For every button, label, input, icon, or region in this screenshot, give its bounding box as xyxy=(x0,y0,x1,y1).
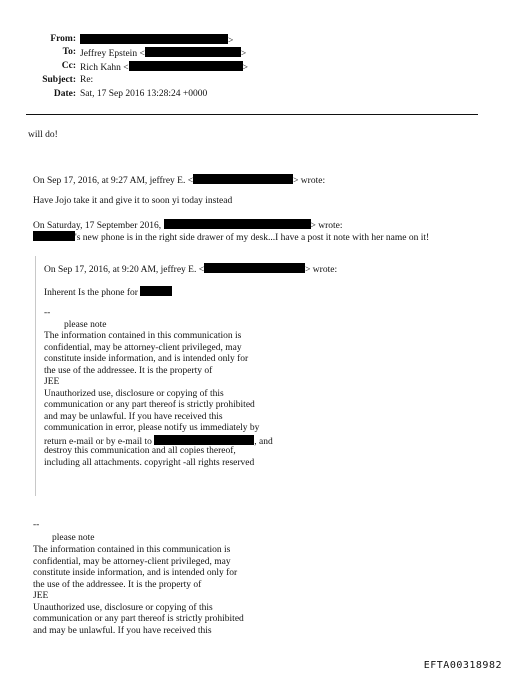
disclaimer-2 xyxy=(33,545,244,637)
message-3-text: Inherent Is the phone for xyxy=(44,288,138,298)
disclaimer-line: destroy this communication and all copies thereof, xyxy=(44,446,236,456)
attribution-suffix: > wrote: xyxy=(305,265,338,275)
please-note: please note xyxy=(64,320,107,330)
disclaimer-line: constitute inside information, and is intended only for xyxy=(44,354,249,364)
date-label: Date: xyxy=(53,89,76,99)
signature-dashes: -- xyxy=(44,308,51,318)
redaction-box xyxy=(154,435,254,445)
disclaimer-line: communication in error, please notify us immediately by xyxy=(44,423,260,433)
message-2 xyxy=(33,231,429,245)
signature-dashes: -- xyxy=(33,520,40,530)
cc-name: Rich Kahn < xyxy=(80,63,129,73)
attribution-text: On Sep 17, 2016, at 9:27 AM, jeffrey E. < xyxy=(33,176,194,186)
close-bracket: > xyxy=(228,36,234,46)
date-value: Sat, 17 Sep 2016 13:28:24 +0000 xyxy=(80,89,208,99)
from-label: From: xyxy=(50,34,76,44)
disclaimer-email-line xyxy=(44,435,273,447)
disclaimer-line: The information contained in this communication is xyxy=(33,545,231,555)
email-line-suffix: , and xyxy=(254,436,273,447)
attribution-text: On Saturday, 17 September 2016, xyxy=(33,221,162,231)
message-3 xyxy=(44,286,172,300)
redaction-box xyxy=(129,61,243,71)
disclaimer-line: and may be unlawful. If you have received this xyxy=(44,411,223,422)
redaction-box xyxy=(204,263,305,273)
attribution-suffix: > wrote: xyxy=(310,221,343,231)
redaction-box xyxy=(140,286,172,296)
disclaimer-line: confidential, may be attorney-client privileged, may xyxy=(33,556,231,567)
reply-text: will do! xyxy=(28,130,58,140)
please-note: please note xyxy=(52,533,95,543)
to-name: Jeffrey Epstein < xyxy=(80,49,145,59)
subject-label: Subject: xyxy=(42,75,76,85)
document-id: EFTA00318982 xyxy=(423,660,502,671)
header-divider xyxy=(26,114,478,115)
redaction-box xyxy=(164,219,311,229)
disclaimer-1 xyxy=(44,331,273,469)
disclaimer-line: the use of the addressee. It is the property of xyxy=(33,579,202,590)
attribution-text: On Sep 17, 2016, at 9:20 AM, jeffrey E. < xyxy=(44,265,205,275)
disclaimer-line: Unauthorized use, disclosure or copying of this xyxy=(44,388,224,399)
close-bracket: > xyxy=(242,63,248,73)
message-1: Have Jojo take it and give it to soon yi today instead xyxy=(33,196,233,206)
quote-attribution-1 xyxy=(33,174,325,188)
quote-bar xyxy=(35,256,36,496)
disclaimer-line: including all attachments. copyright -all rights reserved xyxy=(44,457,255,468)
redaction-box xyxy=(145,47,241,57)
message-2-text: 's new phone is in the right side drawer of my desk...I have a post it note with her name on it! xyxy=(75,233,430,243)
subject-value: Re: xyxy=(80,75,94,85)
redaction-box xyxy=(193,174,293,184)
disclaimer-line: JEE xyxy=(44,377,60,387)
disclaimer-line: communication or any part thereof is strictly prohibited xyxy=(44,400,255,410)
redaction-box xyxy=(33,231,75,241)
disclaimer-line: confidential, may be attorney-client privileged, may xyxy=(44,342,242,353)
disclaimer-line: communication or any part thereof is strictly prohibited xyxy=(33,614,244,624)
cc-label: Cc: xyxy=(61,61,76,71)
redaction-box xyxy=(80,34,228,44)
email-line-text: return e-mail or by e-mail to xyxy=(44,436,152,447)
disclaimer-line: JEE xyxy=(33,591,49,601)
to-value xyxy=(80,47,246,61)
from-value xyxy=(80,34,233,48)
disclaimer-line: constitute inside information, and is intended only for xyxy=(33,568,238,578)
to-label: To: xyxy=(62,47,76,57)
cc-value xyxy=(80,61,248,75)
close-bracket: > xyxy=(240,49,247,59)
disclaimer-line: and may be unlawful. If you have received this xyxy=(33,625,212,636)
disclaimer-line: Unauthorized use, disclosure or copying of this xyxy=(33,602,213,613)
disclaimer-line: The information contained in this communication is xyxy=(44,331,242,341)
quote-attribution-3 xyxy=(44,263,337,277)
disclaimer-line: the use of the addressee. It is the property of xyxy=(44,365,213,376)
attribution-suffix: > wrote: xyxy=(293,176,326,186)
